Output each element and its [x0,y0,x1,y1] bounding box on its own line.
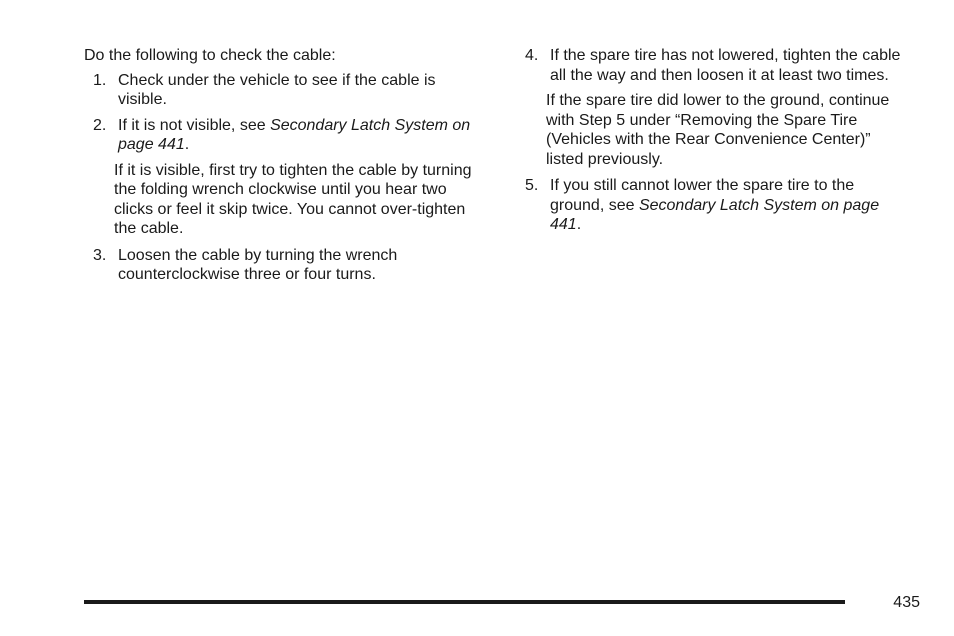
step-text: If you still cannot lower the spare tire to the ground, see [550,177,855,214]
step-punctuation: . [184,136,190,153]
step-number: 5. [525,177,539,194]
step-number: 3. [93,246,107,264]
step-text: If it is not visible, see [118,116,271,134]
step-5 [525,176,905,235]
right-column [525,46,905,241]
step-text: Check under the vehicle to see if the cable is visible. [118,71,436,108]
step-text: If the spare tire has not lowered, tighten the cable all the way and then loosen it at least two times. [550,47,901,84]
step-2 [84,116,484,155]
footer-rule [84,600,845,604]
step-1 [84,71,484,110]
step-2-note: If it is visible, first try to tighten the cable by turning the folding wrench clockwise until you hear two clicks or feel it skip twice. You cannot over-tighten the cable. [114,161,472,237]
step-number: 4. [525,47,539,64]
step-text: Loosen the cable by turning the wrench counterclockwise three or four turns. [118,246,398,283]
step-number: 1. [93,71,107,89]
cross-reference-link[interactable]: Secondary Latch System on page 441 [550,196,880,233]
intro-text: Do the following to check the cable: [84,47,336,64]
step-3 [84,246,484,285]
step-number: 2. [93,116,107,134]
left-column [84,46,484,291]
step-4-note: If the spare tire did lower to the ground, continue with Step 5 under “Removing the Spare Tire (Vehicles with the Rear Convenience Center)” listed previously. [546,92,890,168]
page-number: 435 [893,594,920,611]
step-4 [525,46,905,85]
cross-reference-link[interactable]: Secondary Latch System on page 441 [118,116,471,153]
step-punctuation: . [576,216,582,233]
